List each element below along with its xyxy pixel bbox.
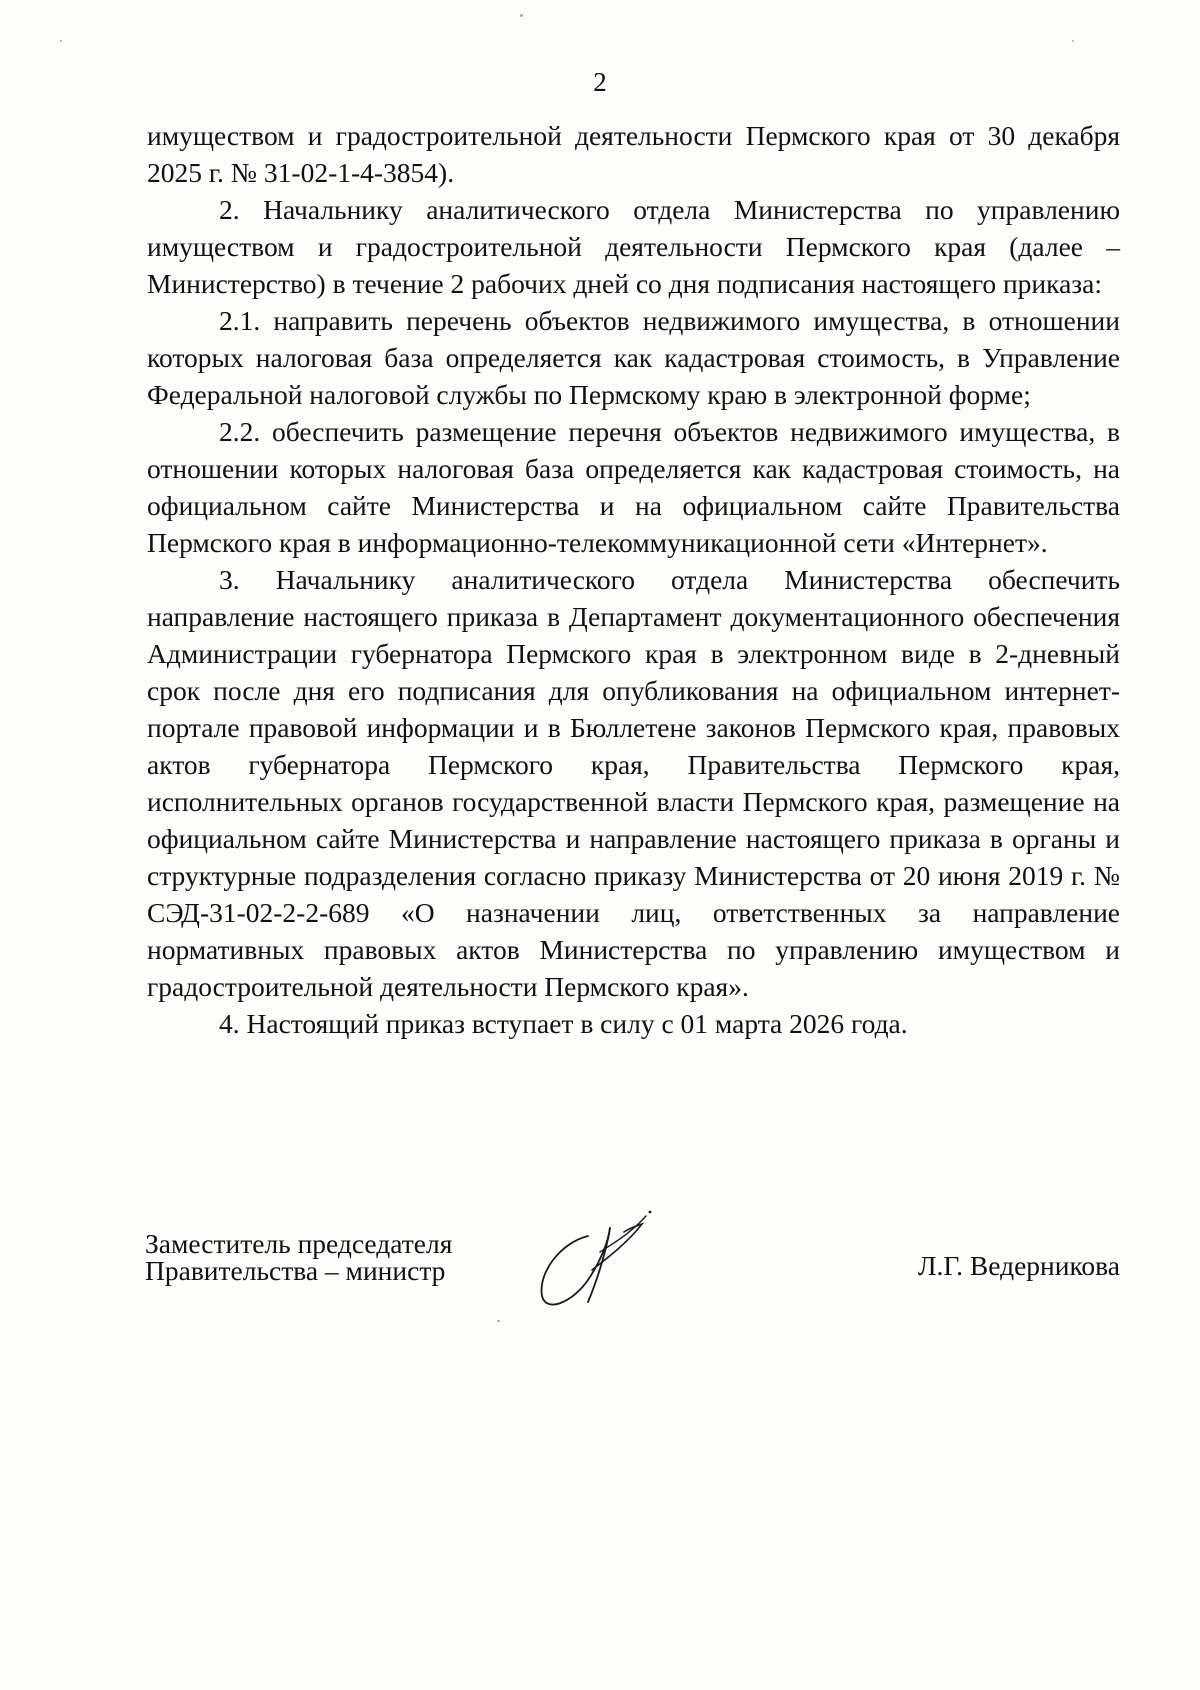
paragraph-item-2-2: 2.2. обеспечить размещение перечня объектов недвижимого имущества, в отношении которых налоговая база определяется как кадастровая стоимость, на официальном сайте Министерства и на официальном сайте Правительства Пермского края в информационно-телекоммуникационной сети «Интернет».: [147, 416, 1120, 558]
scan-speck: [1072, 40, 1074, 42]
scan-speck: [60, 40, 62, 42]
scan-speck: [520, 14, 523, 17]
paragraph-item-4: 4. Настоящий приказ вступает в силу с 01 марта 2026 года.: [219, 1008, 908, 1039]
signatory-title-line-2: Правительства – министр: [145, 1255, 446, 1286]
signature-block: [145, 1230, 1120, 1320]
paragraph-item-2: 2. Начальнику аналитического отдела Министерства по управлению имуществом и градостроительной деятельности Пермского края (далее – Министерство) в течение 2 рабочих дней со дня подписания настоящего приказа:: [147, 194, 1120, 299]
signatory-title: [145, 1230, 452, 1284]
page-number: 2: [593, 67, 607, 97]
paragraph-continuation: имуществом и градостроительной деятельности Пермского края от 30 декабря 2025 г. № 31-02-1-4-3854).: [147, 120, 1120, 188]
paragraph-item-3: 3. Начальнику аналитического отдела Министерства обеспечить направление настоящего приказа в Департамент документационного обеспечения Администрации губернатора Пермского края в электронном виде в 2-дневный срок после дня его подписания для опубликования на официальном интернет-портале правовой информации и в Бюллетене законов Пермского края, правовых актов губернатора Пермского края, Правительства Пермского края, исполнительных органов государственной власти Пермского края, размещение на официальном сайте Министерства и направление настоящего приказа в органы и структурные подразделения согласно приказу Министерства от 20 июня 2019 г. № СЭД-31-02-2-2-689 «О назначении лиц, ответственных за направление нормативных правовых актов Министерства по управлению имуществом и градостроительной деятельности Пермского края».: [147, 564, 1120, 1002]
signatory-name: Л.Г. Ведерникова: [917, 1250, 1120, 1281]
handwritten-signature: [530, 1198, 660, 1318]
paragraph-item-2-1: 2.1. направить перечень объектов недвижимого имущества, в отношении которых налоговая база определяется как кадастровая стоимость, в Управление Федеральной налоговой службы по Пермскому краю в электронной форме;: [147, 305, 1120, 410]
scan-speck: [497, 1320, 500, 1322]
signatory-title-line-1: Заместитель председателя: [145, 1228, 453, 1259]
document-body: [147, 117, 1120, 1042]
